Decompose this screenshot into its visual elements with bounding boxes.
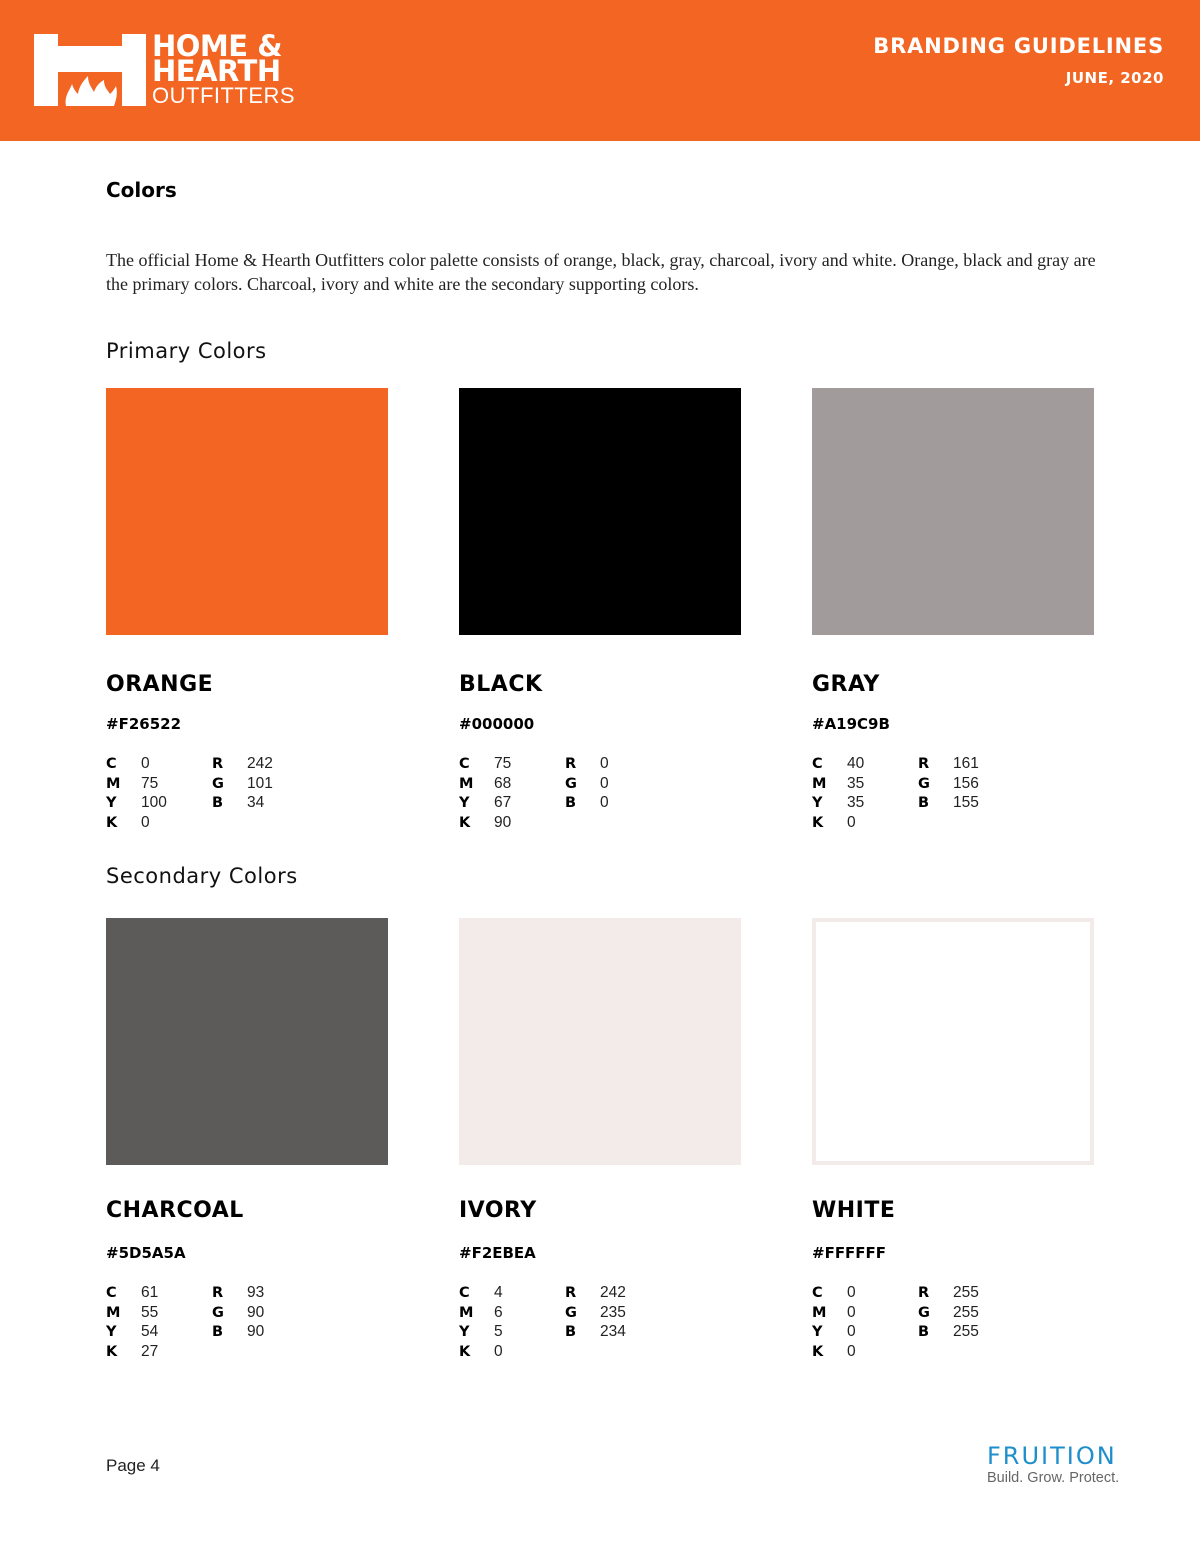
spec-value: 90	[494, 813, 512, 831]
document-title: BRANDING GUIDELINES	[873, 34, 1164, 58]
cmyk-values	[106, 754, 167, 832]
spec-value: 255	[953, 1303, 979, 1321]
cmyk-values	[459, 754, 511, 832]
color-swatch	[459, 388, 741, 635]
spec-key: G	[212, 775, 224, 792]
spec-key: C	[106, 756, 117, 772]
spec-row-k	[459, 813, 511, 833]
spec-row-y	[812, 793, 864, 813]
section-title: Colors	[106, 178, 177, 202]
cmyk-values	[812, 1283, 856, 1361]
spec-key: B	[918, 1324, 930, 1341]
spec-row-m	[812, 774, 864, 794]
spec-key: Y	[459, 1324, 470, 1341]
spec-value: 35	[847, 794, 865, 812]
spec-row-y	[812, 1322, 856, 1342]
color-name: CHARCOAL	[106, 1198, 244, 1223]
spec-key: R	[212, 756, 224, 772]
spec-row-r	[918, 1283, 979, 1303]
hex-code: #FFFFFF	[812, 1244, 887, 1262]
document-date: JUNE, 2020	[1065, 69, 1164, 87]
color-swatch	[812, 388, 1094, 635]
spec-key: R	[212, 1285, 224, 1301]
spec-row-k	[812, 1342, 856, 1362]
spec-key: B	[212, 1324, 224, 1341]
cmyk-values	[812, 754, 864, 832]
logo-wordmark	[152, 29, 296, 108]
color-swatch	[459, 918, 741, 1165]
spec-value: 100	[141, 794, 167, 812]
spec-row-y	[106, 793, 167, 813]
spec-value: 0	[141, 813, 150, 831]
spec-key: K	[459, 814, 471, 831]
fruition-tagline: Build. Grow. Protect.	[987, 1470, 1120, 1486]
spec-value: 90	[247, 1323, 265, 1341]
spec-value: 75	[141, 774, 159, 792]
spec-row-g	[212, 774, 273, 794]
spec-key: B	[565, 795, 577, 812]
spec-key: C	[812, 756, 823, 772]
spec-row-b	[565, 1322, 626, 1342]
spec-value: 0	[847, 1323, 856, 1341]
rgb-values	[918, 1283, 979, 1342]
spec-row-k	[459, 1342, 503, 1362]
spec-value: 0	[600, 774, 609, 792]
spec-key: R	[565, 756, 577, 772]
color-swatch	[106, 918, 388, 1165]
color-card-black	[459, 388, 749, 831]
spec-row-k	[106, 1342, 158, 1362]
color-name: GRAY	[812, 672, 880, 697]
spec-value: 27	[141, 1342, 159, 1360]
spec-key: G	[918, 1304, 930, 1321]
spec-row-c	[812, 1283, 856, 1303]
spec-value: 0	[600, 794, 609, 812]
spec-key: K	[106, 1343, 118, 1360]
spec-row-g	[565, 1303, 626, 1323]
spec-value: 0	[847, 1303, 856, 1321]
spec-value: 54	[141, 1323, 159, 1341]
spec-value: 0	[141, 755, 150, 772]
spec-row-k	[812, 813, 864, 833]
spec-row-c	[106, 754, 167, 774]
hex-code: #F2EBEA	[459, 1244, 536, 1262]
spec-row-g	[212, 1303, 264, 1323]
fruition-wordmark: FRUITION	[987, 1442, 1117, 1470]
spec-value: 35	[847, 774, 865, 792]
fruition-logo	[987, 1443, 1137, 1487]
spec-key: R	[565, 1285, 577, 1301]
color-name: ORANGE	[106, 672, 214, 697]
spec-key: M	[812, 1304, 827, 1321]
spec-row-y	[459, 1322, 503, 1342]
color-card-charcoal	[106, 918, 396, 1360]
spec-key: G	[565, 775, 577, 792]
spec-key: M	[812, 775, 827, 792]
intro-paragraph: The official Home & Hearth Outfitters color palette consists of orange, black, gray, charcoal, ivory and white. Orange, black and gray are the primary colors. Charcoal, ivory and white are the secondary supporting colors.	[106, 250, 1096, 294]
spec-value: 4	[494, 1284, 503, 1301]
spec-key: C	[812, 1285, 823, 1301]
spec-key: K	[459, 1343, 471, 1360]
spec-value: 0	[600, 755, 609, 772]
color-name: BLACK	[459, 672, 543, 697]
spec-value: 0	[847, 1342, 856, 1360]
primary-colors-heading: Primary Colors	[106, 339, 267, 363]
color-card-ivory	[459, 918, 749, 1360]
spec-key: G	[565, 1304, 577, 1321]
spec-value: 93	[247, 1284, 265, 1301]
spec-row-m	[459, 774, 511, 794]
hex-code: #000000	[459, 715, 535, 733]
color-card-gray	[812, 388, 1102, 831]
rgb-values	[212, 754, 273, 813]
spec-row-k	[106, 813, 167, 833]
color-name: WHITE	[812, 1198, 896, 1223]
spec-row-b	[565, 793, 609, 813]
rgb-values	[565, 754, 609, 813]
hearth-logo-icon	[34, 34, 146, 106]
spec-key: G	[212, 1304, 224, 1321]
spec-row-r	[918, 754, 979, 774]
spec-key: Y	[106, 1324, 117, 1341]
spec-value: 101	[247, 774, 273, 792]
spec-row-y	[459, 793, 511, 813]
spec-value: 242	[247, 755, 273, 772]
spec-value: 6	[494, 1303, 503, 1321]
spec-row-r	[212, 754, 273, 774]
home-hearth-logo	[34, 29, 314, 110]
hex-code: #A19C9B	[812, 715, 890, 733]
hex-code: #5D5A5A	[106, 1244, 186, 1262]
spec-row-c	[459, 1283, 503, 1303]
color-swatch	[812, 918, 1094, 1165]
spec-value: 67	[494, 794, 512, 812]
spec-row-g	[918, 774, 979, 794]
spec-value: 255	[953, 1323, 979, 1341]
spec-key: G	[918, 775, 930, 792]
spec-value: 90	[247, 1303, 265, 1321]
spec-key: M	[459, 775, 474, 792]
hex-code: #F26522	[106, 715, 181, 733]
spec-value: 255	[953, 1284, 979, 1301]
logo-line-2: HEARTH	[152, 54, 281, 88]
spec-key: Y	[812, 1324, 823, 1341]
color-swatch	[106, 388, 388, 635]
spec-row-g	[918, 1303, 979, 1323]
spec-row-r	[565, 754, 609, 774]
spec-key: C	[459, 1285, 470, 1301]
spec-key: Y	[812, 795, 823, 812]
spec-value: 75	[494, 755, 512, 772]
spec-value: 34	[247, 794, 265, 812]
spec-row-c	[106, 1283, 158, 1303]
spec-row-y	[106, 1322, 158, 1342]
spec-key: R	[918, 1285, 930, 1301]
spec-row-g	[565, 774, 609, 794]
rgb-values	[918, 754, 979, 813]
secondary-colors-heading: Secondary Colors	[106, 864, 298, 888]
spec-row-m	[106, 774, 167, 794]
spec-value: 5	[494, 1323, 503, 1341]
spec-value: 156	[953, 774, 979, 792]
spec-value: 0	[494, 1342, 503, 1360]
spec-key: K	[106, 814, 118, 831]
page-number: Page 4	[106, 1456, 160, 1475]
spec-key: C	[106, 1285, 117, 1301]
spec-value: 242	[600, 1284, 626, 1301]
color-card-orange	[106, 388, 396, 831]
spec-row-c	[812, 754, 864, 774]
spec-value: 235	[600, 1303, 626, 1321]
spec-key: R	[918, 756, 930, 772]
spec-key: M	[106, 775, 121, 792]
logo-line-3: OUTFITTERS	[152, 83, 296, 108]
spec-value: 0	[847, 813, 856, 831]
spec-row-b	[212, 1322, 264, 1342]
spec-value: 68	[494, 774, 512, 792]
color-card-white	[812, 918, 1102, 1360]
page-header	[0, 0, 1200, 141]
logo-line-1: HOME &	[152, 29, 282, 63]
spec-key: C	[459, 756, 470, 772]
spec-key: Y	[106, 795, 117, 812]
spec-key: B	[918, 795, 930, 812]
spec-value: 61	[141, 1284, 159, 1301]
spec-row-r	[212, 1283, 264, 1303]
spec-row-m	[812, 1303, 856, 1323]
spec-key: B	[212, 795, 224, 812]
spec-row-r	[565, 1283, 626, 1303]
spec-value: 0	[847, 1284, 856, 1301]
spec-row-b	[212, 793, 273, 813]
spec-value: 234	[600, 1323, 626, 1341]
spec-row-b	[918, 793, 979, 813]
spec-row-m	[106, 1303, 158, 1323]
spec-row-c	[459, 754, 511, 774]
rgb-values	[212, 1283, 264, 1342]
spec-key: K	[812, 1343, 824, 1360]
spec-key: Y	[459, 795, 470, 812]
spec-value: 155	[953, 794, 979, 812]
rgb-values	[565, 1283, 626, 1342]
spec-key: M	[106, 1304, 121, 1321]
cmyk-values	[106, 1283, 158, 1361]
spec-value: 40	[847, 755, 865, 772]
spec-row-m	[459, 1303, 503, 1323]
color-name: IVORY	[459, 1198, 537, 1223]
spec-key: M	[459, 1304, 474, 1321]
cmyk-values	[459, 1283, 503, 1361]
spec-key: B	[565, 1324, 577, 1341]
spec-value: 161	[953, 755, 979, 772]
spec-row-b	[918, 1322, 979, 1342]
spec-key: K	[812, 814, 824, 831]
spec-value: 55	[141, 1303, 159, 1321]
